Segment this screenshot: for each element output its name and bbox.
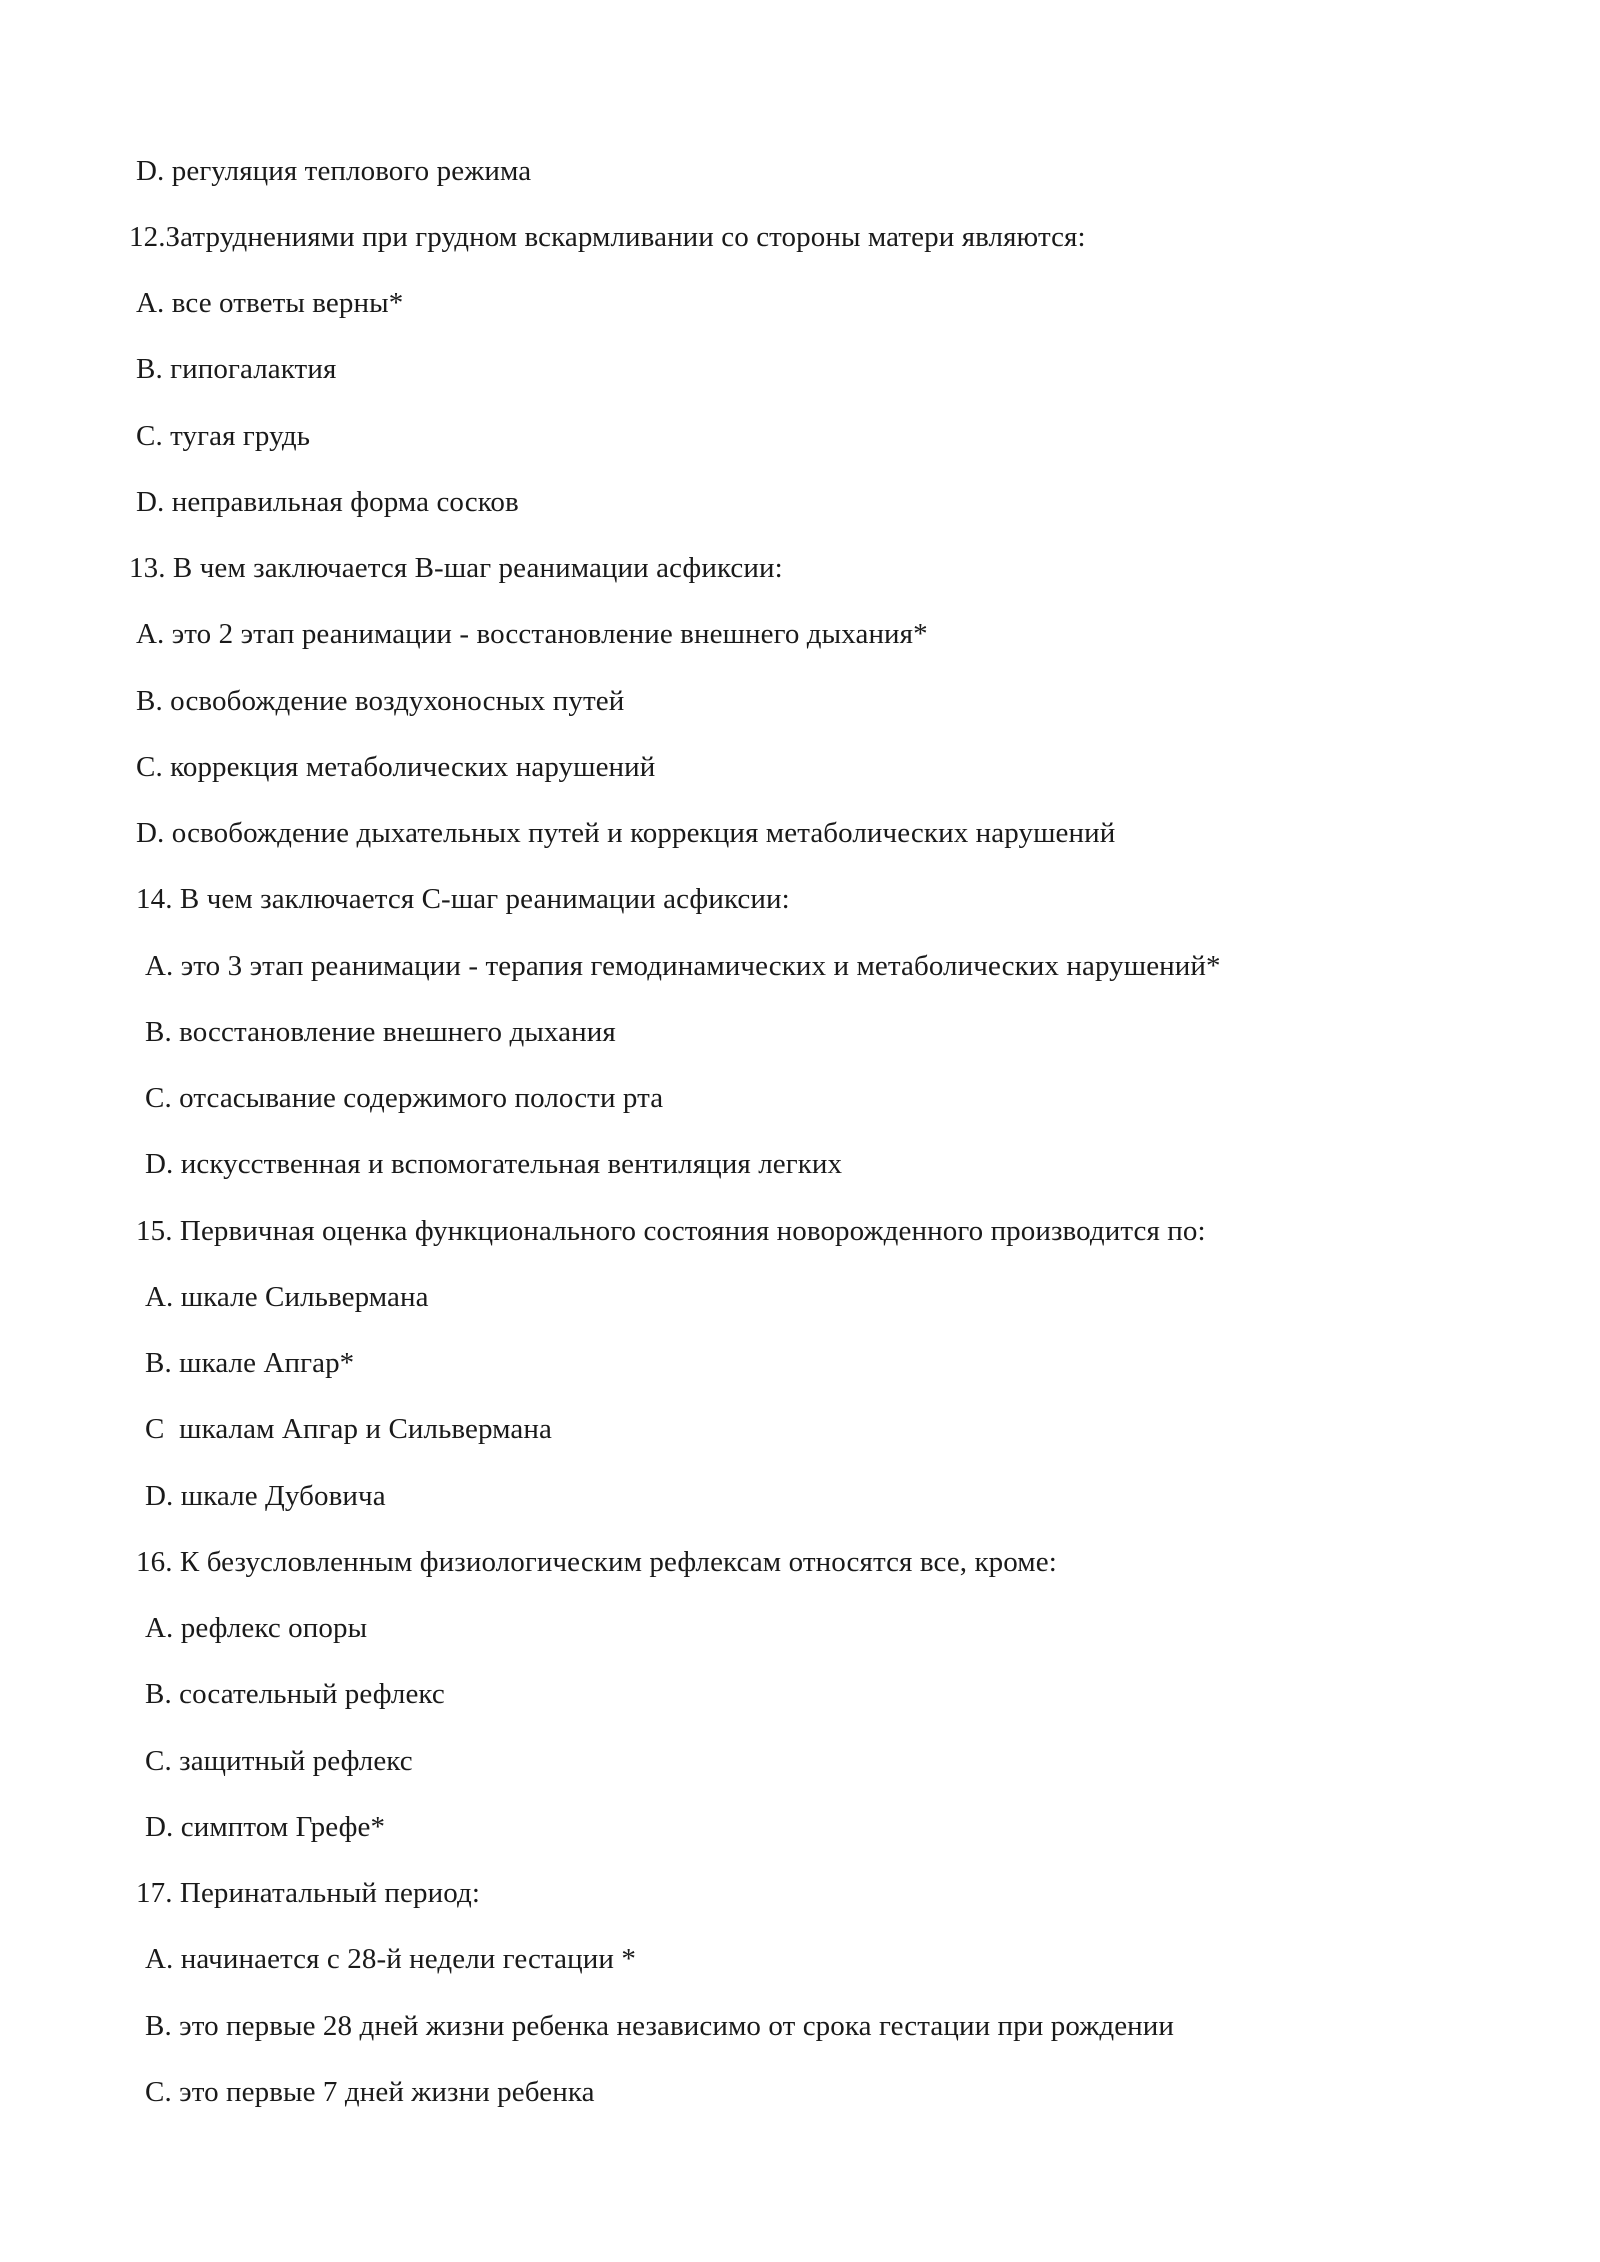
answer-option: A. шкале Сильвермана — [145, 1281, 429, 1313]
answer-option: B. шкале Апгар* — [145, 1347, 355, 1379]
answer-option: A. это 2 этап реанимации - восстановление внешнего дыхания* — [136, 618, 928, 650]
answer-option: A. все ответы верны* — [136, 287, 404, 319]
question-17: 17. Перинатальный период: — [136, 1877, 480, 1909]
answer-option: A. начинается с 28-й недели гестации * — [145, 1943, 636, 1975]
answer-option: C. это первые 7 дней жизни ребенка — [145, 2076, 595, 2108]
answer-option: A. это 3 этап реанимации - терапия гемодинамических и метаболических нарушений* — [145, 950, 1221, 982]
answer-option: B. освобождение воздухоносных путей — [136, 685, 625, 717]
question-14: 14. В чем заключается С-шаг реанимации асфиксии: — [136, 883, 790, 915]
answer-option: C. коррекция метаболических нарушений — [136, 751, 656, 783]
question-16: 16. К безусловленным физиологическим рефлексам относятся все, кроме: — [136, 1546, 1057, 1578]
answer-option: D. симптом Грефе* — [145, 1811, 386, 1843]
answer-option: D. шкале Дубовича — [145, 1480, 386, 1512]
answer-option: D. искусственная и вспомогательная вентиляция легких — [145, 1148, 843, 1180]
answer-option: B. гипогалактия — [136, 353, 337, 385]
question-12: 12.Затруднениями при грудном вскармливании со стороны матери являются: — [129, 221, 1086, 253]
question-15: 15. Первичная оценка функционального состояния новорожденного производится по: — [136, 1215, 1206, 1247]
answer-option: D. неправильная форма сосков — [136, 486, 519, 518]
answer-option: A. рефлекс опоры — [145, 1612, 368, 1644]
answer-option: C. защитный рефлекс — [145, 1745, 413, 1777]
answer-option: C. отсасывание содержимого полости рта — [145, 1082, 664, 1114]
answer-option: B. сосательный рефлекс — [145, 1678, 445, 1710]
answer-option: B. это первые 28 дней жизни ребенка независимо от срока гестации при рождении — [145, 2010, 1175, 2042]
text-line: D. регуляция теплового режима — [136, 155, 532, 187]
answer-option: C шкалам Апгар и Сильвермана — [145, 1413, 552, 1445]
answer-option: B. восстановление внешнего дыхания — [145, 1016, 616, 1048]
answer-option: C. тугая грудь — [136, 420, 311, 452]
answer-option: D. освобождение дыхательных путей и коррекция метаболических нарушений — [136, 817, 1116, 849]
question-13: 13. В чем заключается B-шаг реанимации асфиксии: — [129, 552, 783, 584]
